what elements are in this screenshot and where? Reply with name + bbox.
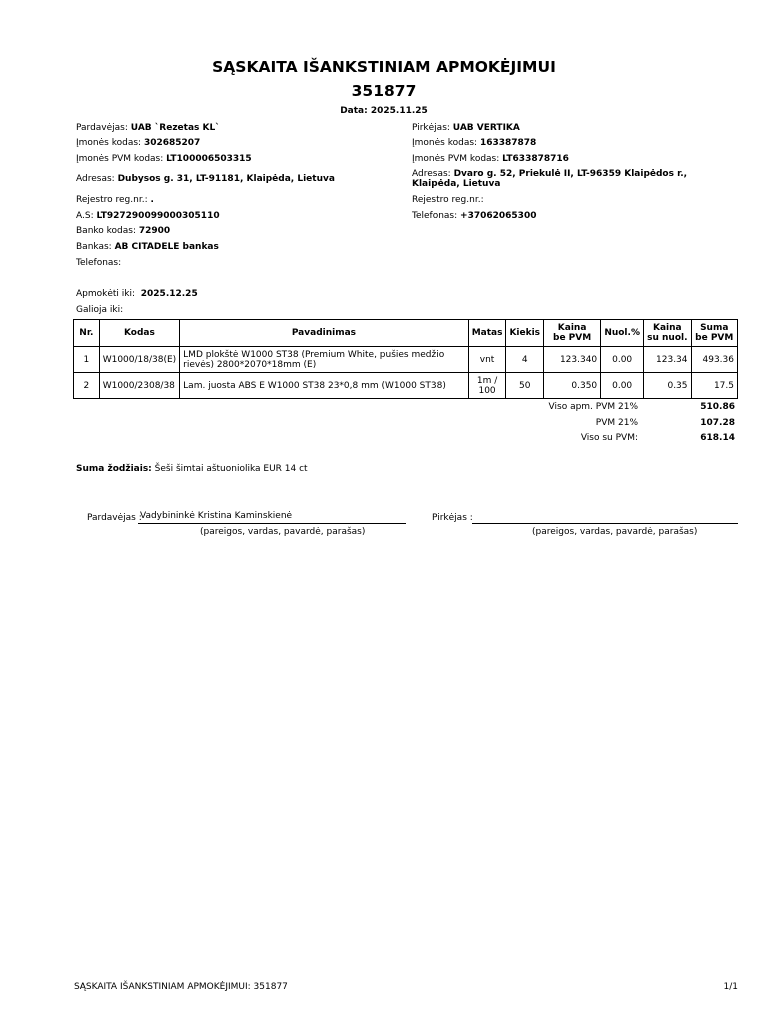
document-number: 351877 (351, 82, 417, 100)
seller-vat-label: Įmonės PVM kodas: (76, 154, 164, 164)
seller-name-label: Pardavėjas: (76, 123, 128, 133)
cell-discount: 0.00 (601, 347, 644, 373)
document-date (0, 106, 768, 116)
seller-bank-code-row (76, 226, 170, 236)
col-price-line1: Kaina (557, 323, 587, 333)
seller-address-label: Adresas: (76, 174, 115, 184)
cell-price: 123.340 (544, 347, 601, 373)
seller-reg: . (150, 195, 154, 205)
seller-name: UAB `Rezetas KL` (130, 123, 220, 133)
col-sum-line1: Suma (700, 323, 729, 333)
buyer-reg-label: Rejestro reg.nr.: (412, 195, 484, 205)
total-vat-value: 107.28 (700, 418, 735, 428)
seller-signature-name: Vadybininkė Kristina Kaminskienė (140, 511, 293, 521)
buyer-address-row (412, 169, 732, 189)
payment-due-row (76, 289, 198, 299)
seller-account: LT927290099000305110 (96, 211, 220, 221)
col-price-discounted (644, 320, 691, 347)
seller-signature-line (138, 523, 406, 524)
cell-code: W1000/2308/38 (99, 373, 179, 399)
sum-in-words-label: Suma žodžiais: (76, 464, 152, 474)
payment-due: 2025.12.25 (140, 289, 198, 299)
buyer-name-row (412, 123, 520, 133)
seller-vat: LT100006503315 (166, 154, 252, 164)
col-price (544, 320, 601, 347)
col-discount: Nuol.% (601, 320, 644, 347)
seller-bank-row (76, 242, 219, 252)
buyer-name-label: Pirkėjas: (412, 123, 450, 133)
buyer-name: UAB VERTIKA (452, 123, 520, 133)
seller-vat-row (76, 154, 252, 164)
buyer-address: Dvaro g. 52, Priekulė II, LT-96359 Klaipėdos r., Klaipėda, Lietuva (412, 169, 688, 189)
seller-reg-row (76, 195, 154, 205)
buyer-signature-label: Pirkėjas : (432, 513, 473, 523)
seller-bank: AB CITADELE bankas (114, 242, 219, 252)
seller-bank-code: 72900 (138, 226, 171, 236)
sum-in-words-text: Šeši šimtai aštuoniolika EUR 14 ct (154, 464, 308, 474)
buyer-signature-hint: (pareigos, vardas, pavardė, parašas) (532, 527, 698, 537)
cell-qty: 50 (506, 373, 544, 399)
seller-address-row (76, 174, 335, 184)
col-qty: Kiekis (506, 320, 544, 347)
seller-signature-hint: (pareigos, vardas, pavardė, parašas) (200, 527, 366, 537)
buyer-code-label: Įmonės kodas: (412, 138, 478, 148)
table-row (74, 347, 738, 373)
cell-discount: 0.00 (601, 373, 644, 399)
seller-phone-label: Telefonas: (76, 258, 122, 268)
total-gross-label: Viso su PVM: (580, 433, 638, 443)
cell-sum: 493.36 (691, 347, 737, 373)
col-name: Pavadinimas (180, 320, 469, 347)
cell-unit: 1m / 100 (468, 373, 506, 399)
sum-in-words (76, 464, 308, 474)
total-gross-value: 618.14 (700, 433, 735, 443)
items-table (73, 319, 738, 399)
date-value: 2025.11.25 (370, 106, 428, 116)
col-unit: Matas (468, 320, 506, 347)
seller-address: Dubysos g. 31, LT-91181, Klaipėda, Lietuva (117, 174, 335, 184)
table-row (74, 373, 738, 399)
seller-code-label: Įmonės kodas: (76, 138, 142, 148)
cell-qty: 4 (506, 347, 544, 373)
payment-due-label: Apmokėti iki: (76, 289, 136, 299)
buyer-reg-row (412, 195, 484, 205)
footer-document-ref: SĄSKAITA IŠANKSTINIAM APMOKĖJIMUI: 351877 (74, 982, 288, 992)
seller-bank-label: Bankas: (76, 242, 112, 252)
seller-account-label: A.S: (76, 211, 94, 221)
cell-name: Lam. juosta ABS E W1000 ST38 23*0,8 mm (W1000 ST38) (180, 373, 469, 399)
buyer-vat-row (412, 154, 569, 164)
cell-price: 0.350 (544, 373, 601, 399)
table-header-row (74, 320, 738, 347)
cell-name: LMD plokštė W1000 ST38 (Premium White, pušies medžio rievės) 2800*2070*18mm (E) (180, 347, 469, 373)
footer-page-number: 1/1 (723, 982, 738, 992)
seller-reg-label: Rejestro reg.nr.: (76, 195, 148, 205)
col-price-line2: be PVM (553, 333, 592, 343)
cell-sum: 17.5 (691, 373, 737, 399)
payment-valid-label: Galioja iki: (76, 305, 124, 315)
seller-signature-label: Pardavėjas : (87, 513, 142, 523)
col-nr: Nr. (74, 320, 100, 347)
cell-price-discounted: 123.34 (644, 347, 691, 373)
buyer-address-label: Adresas: (412, 169, 451, 179)
total-vat-label: PVM 21% (595, 418, 638, 428)
col-sum (691, 320, 737, 347)
col-sum-line2: be PVM (695, 333, 734, 343)
buyer-code: 163387878 (479, 138, 537, 148)
cell-nr: 1 (74, 347, 100, 373)
buyer-phone: +37062065300 (460, 211, 537, 221)
cell-unit: vnt (468, 347, 506, 373)
date-label: Data: (340, 106, 368, 116)
buyer-signature-line (472, 523, 738, 524)
seller-bank-code-label: Banko kodas: (76, 226, 136, 236)
total-net-label: Viso apm. PVM 21% (548, 402, 638, 412)
col-price-discounted-line2: su nuol. (647, 333, 688, 343)
buyer-phone-row (412, 211, 536, 221)
seller-code-row (76, 138, 200, 148)
document-title: SĄSKAITA IŠANKSTINIAM APMOKĖJIMUI (212, 58, 556, 76)
cell-price-discounted: 0.35 (644, 373, 691, 399)
seller-account-row (76, 211, 220, 221)
cell-code: W1000/18/38(E) (99, 347, 179, 373)
col-code: Kodas (99, 320, 179, 347)
buyer-vat-label: Įmonės PVM kodas: (412, 154, 500, 164)
seller-code: 302685207 (143, 138, 201, 148)
buyer-vat: LT633878716 (502, 154, 569, 164)
cell-nr: 2 (74, 373, 100, 399)
seller-name-row (76, 123, 220, 133)
col-price-discounted-line1: Kaina (653, 323, 682, 333)
buyer-code-row (412, 138, 536, 148)
payment-valid-row (76, 305, 123, 315)
buyer-phone-label: Telefonas: (412, 211, 458, 221)
total-net-value: 510.86 (700, 402, 735, 412)
seller-phone-row (76, 258, 121, 268)
